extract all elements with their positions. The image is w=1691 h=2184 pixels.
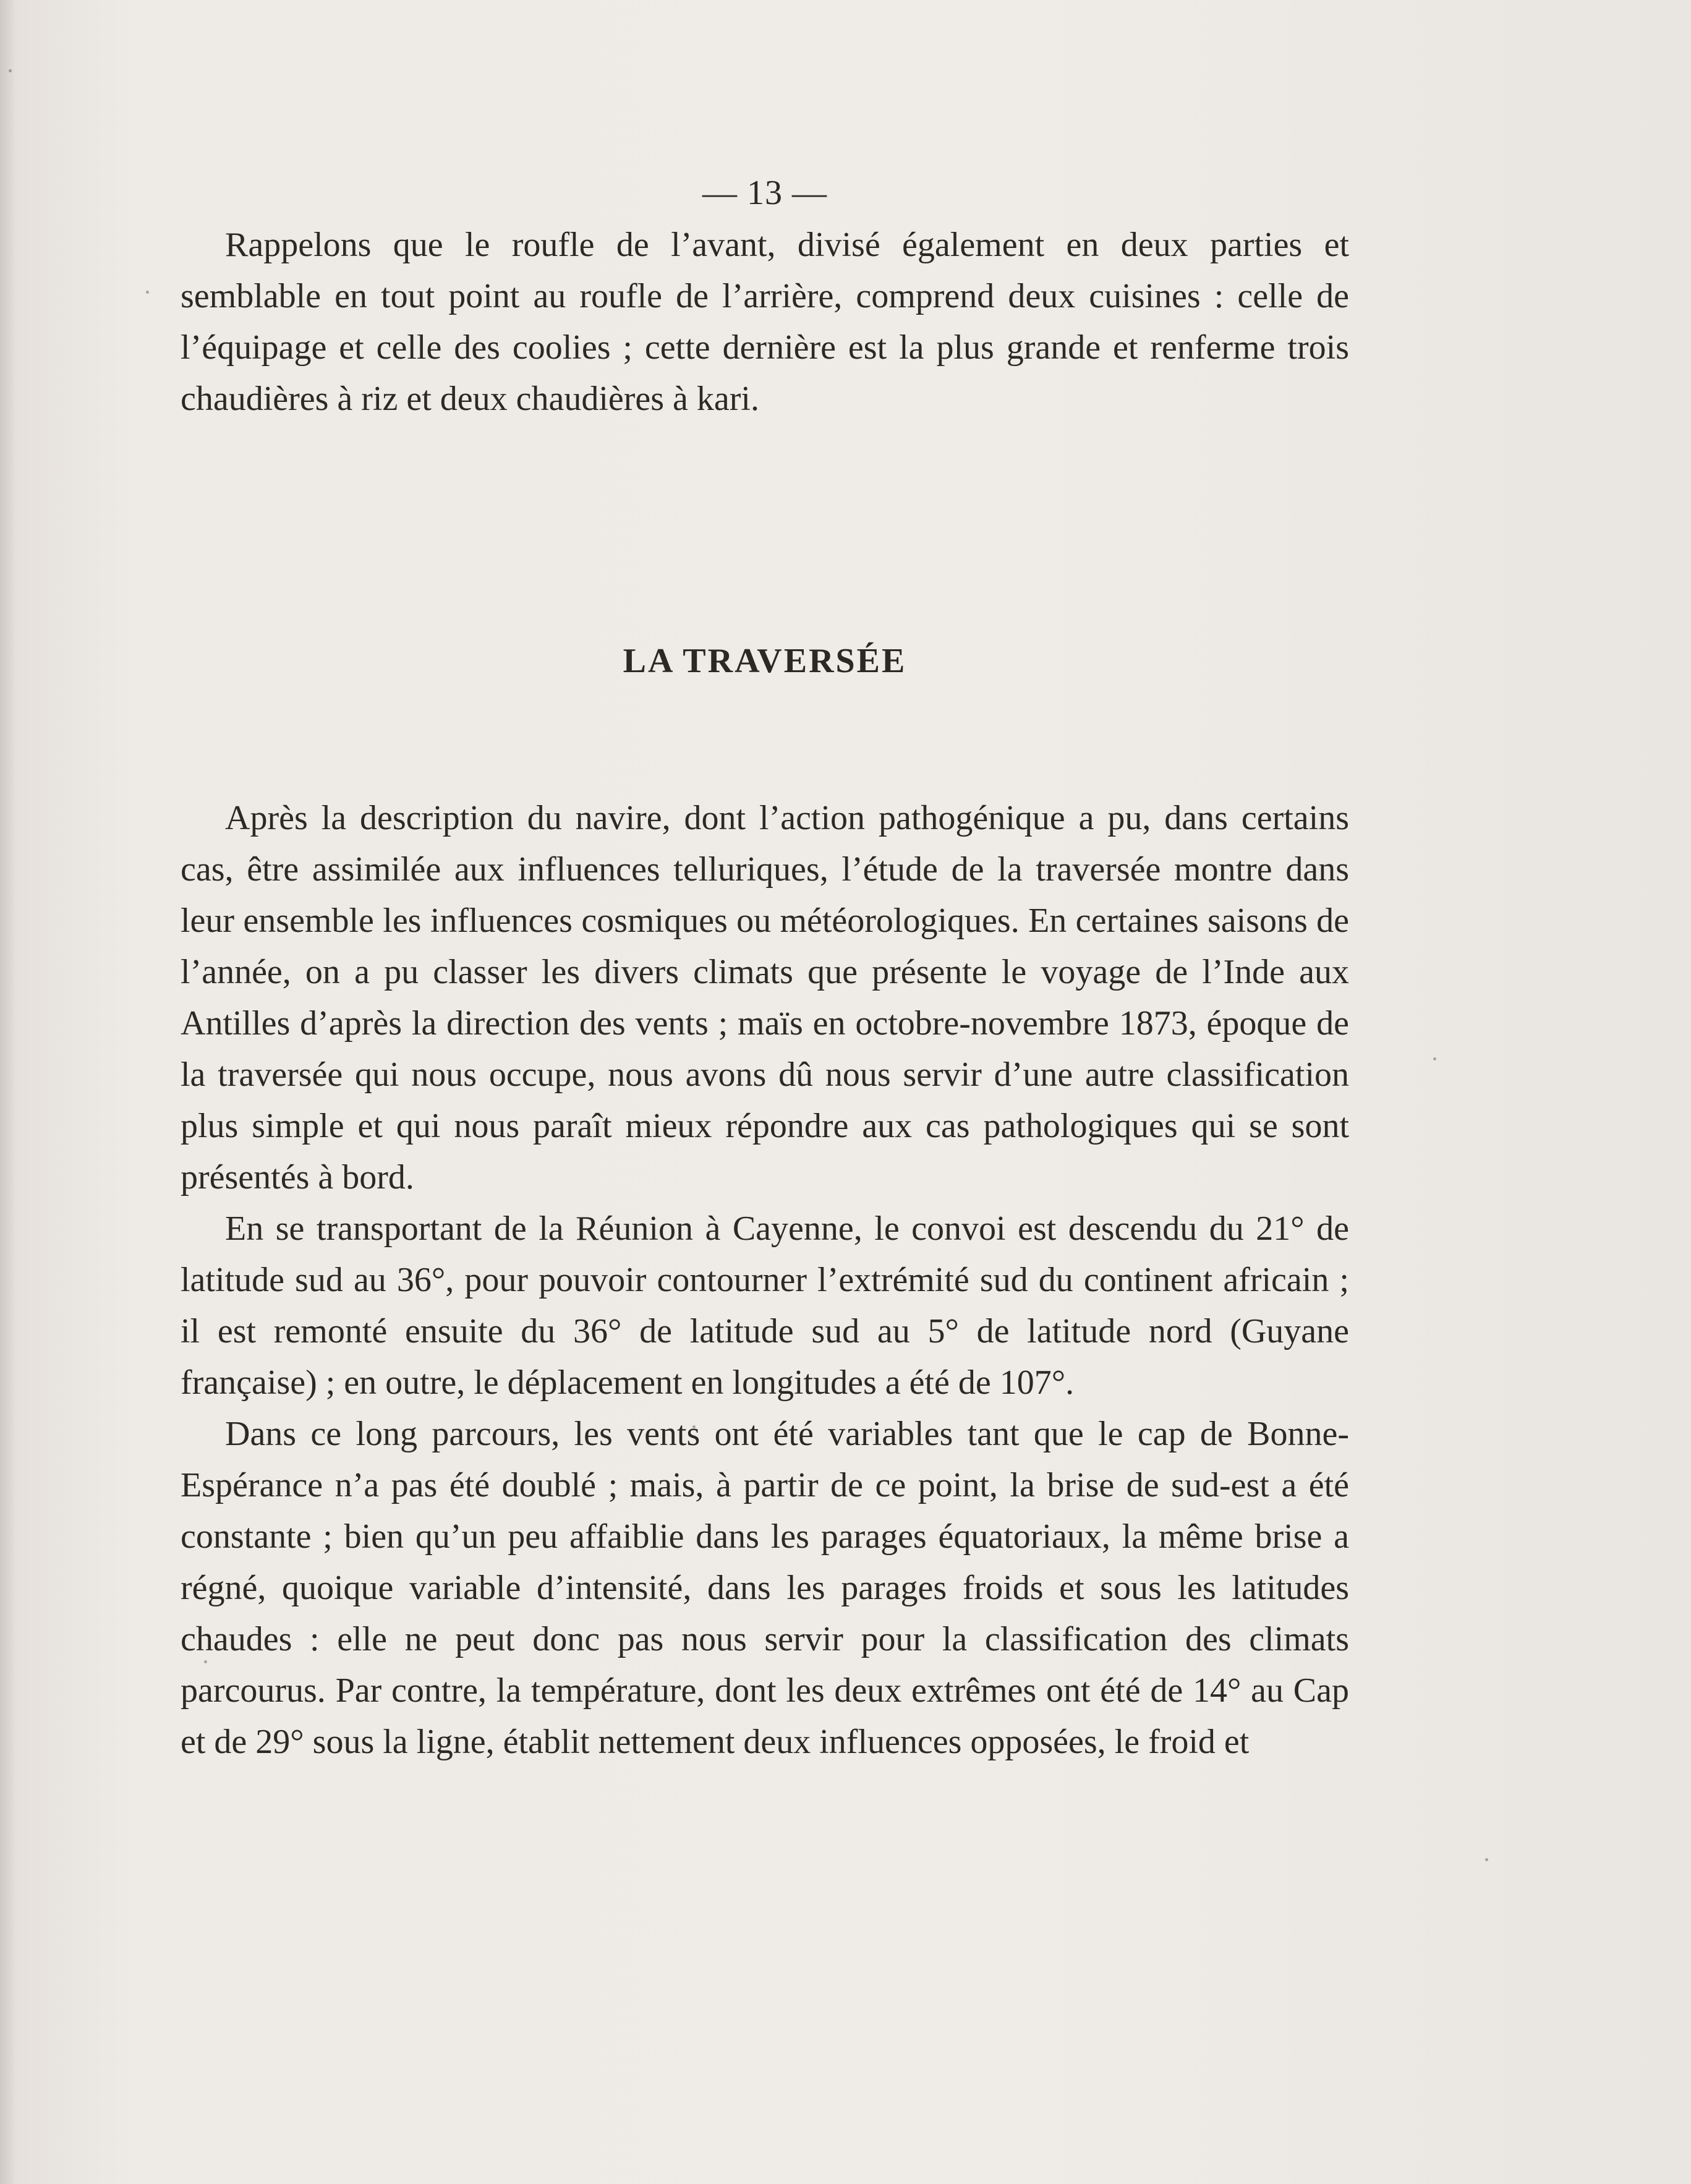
paragraph-description: Après la description du navire, dont l’action pathogénique a pu, dans certains cas, être assimilée aux influences telluriques, l’étude de la traversée montre dans leur ensemble les influences cosmiques ou météorologiques. En certaines saisons de l’année, on a pu classer les divers climats que présente le voyage de l’Inde aux Antilles d’après la direction des vents ; maïs en octobre-novembre 1873, époque de la traversée qui nous occupe, nous avons dû nous servir d’une autre classification plus simple et qui nous paraît mieux répondre aux cas pathologiques qui se sont présentés à bord. — [181, 799, 1349, 1197]
spacer — [181, 425, 1349, 635]
paper-speck — [1485, 1858, 1488, 1861]
paper-speck — [146, 291, 149, 294]
paragraph-winds: Dans ce long parcours, les vents ont été variables tant que le cap de Bonne-Espérance n’a pas été doublé ; mais, à partir de ce point, la brise de sud-est a été constante ; bien qu’un peu affaiblie dans les parages équatoriaux, la même brise a régné, quoique variable d’intensité, dans les parages froids et sous les latitudes chaudes : elle ne peut donc pas nous servir pour la classification des climats parcourus. Par contre, la température, dont les deux extrêmes ont été de 14° au Cap et de 29° sous la ligne, établit nettement deux influences opposées, le froid et — [181, 1415, 1349, 1761]
spacer — [181, 688, 1349, 793]
paragraph-route: En se transportant de la Réunion à Cayenne, le convoi est descendu du 21° de latitude sud au 36°, pour pouvoir contourner l’extrémité sud du continent africain ; il est remonté ensuite du 36° de latitude sud au 5° de latitude nord (Guyane française) ; en outre, le déplacement en longitudes a été de 107°. — [181, 1209, 1349, 1402]
text-column — [181, 167, 1349, 1768]
page-edge-shadow — [0, 0, 16, 2184]
paper-speck — [9, 69, 12, 72]
section-heading: LA TRAVERSÉE — [623, 642, 907, 680]
page-number: — 13 — — [702, 174, 827, 212]
paragraph-roufle: Rappelons que le roufle de l’avant, divisé également en deux parties et semblable en tout point au roufle de l’arrière, comprend deux cuisines : celle de l’équipage et celle des coolies ; cette dernière est la plus grande et renferme trois chaudières à riz et deux chaudières à kari. — [181, 226, 1349, 418]
paper-speck — [1433, 1057, 1436, 1060]
